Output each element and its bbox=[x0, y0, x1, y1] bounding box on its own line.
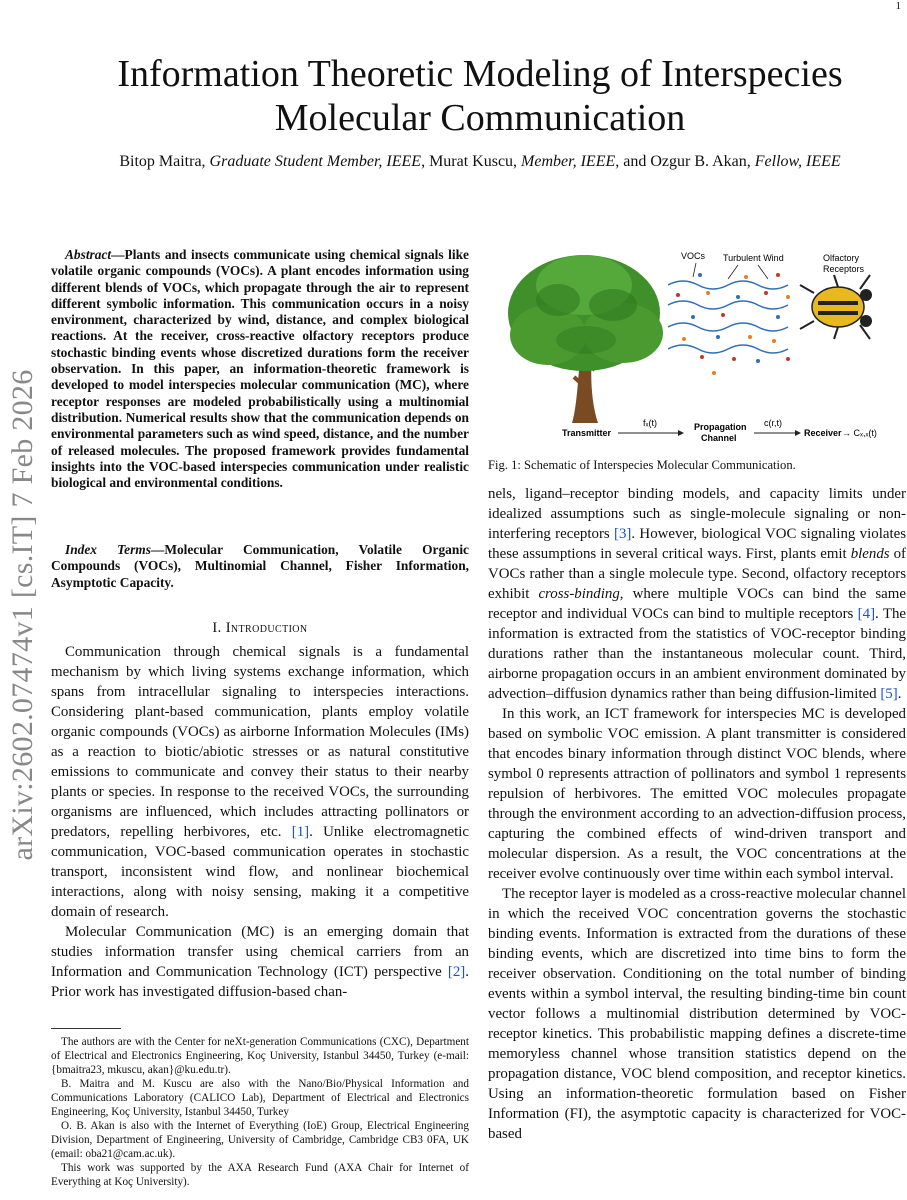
citation-2-link[interactable]: [2] bbox=[447, 964, 466, 980]
introduction-body bbox=[51, 642, 469, 1002]
right-paragraph-1: In this work, an ICT framework for interspecies MC is developed based on symbolic VOC emission. A plant transmitter is considered that encodes binary information through distinct VOC blends, where symbol 0 represents attraction of pollinators and symbol 1 represents repulsion of herbivores. The emitted VOC molecules propagate through the environment according to an advection-diffusion process, capturing the combined effects of wind-driven transport and molecular dispersion. As a result, the VOC concentrations at the receiver evolve continuously over time within each symbol interval. bbox=[488, 706, 906, 882]
right-p0-text-d: , where multiple VOCs can bind the same receptor and individual VOCs can bind to multiple receptors bbox=[488, 586, 906, 622]
author-1-name: Bitop Maitra, bbox=[119, 153, 210, 170]
citation-5-link[interactable]: [5] bbox=[880, 686, 898, 702]
insect-receiver-icon bbox=[800, 275, 872, 339]
label-output: → Cₓ,ₓ(t) bbox=[842, 428, 877, 438]
right-paragraph-0 bbox=[488, 484, 906, 704]
figure-1-diagram bbox=[488, 245, 906, 450]
right-column-body bbox=[488, 484, 906, 1144]
right-p0-text: nels, ligand–receptor binding models, and capacity limits under idealized assumptions such as single-molecule signaling or non-interfering receptors bbox=[488, 486, 906, 542]
citation-4-link[interactable]: [4] bbox=[857, 606, 876, 622]
label-receptors: Receptors bbox=[823, 264, 865, 274]
tree-transmitter-icon bbox=[508, 255, 663, 423]
index-terms bbox=[51, 542, 469, 591]
footnote-1: The authors are with the Center for neXt-generation Communications (CXC), Department of Electrical and Electronics Engineering, Koç University, Istanbul 34450, Turkey (e-mail: {bmaitra23, mkuscu, akan}@ku.edu.tr). bbox=[51, 1036, 469, 1076]
citation-1-link[interactable]: [1] bbox=[291, 824, 310, 840]
citation-3-link[interactable]: [3] bbox=[614, 526, 632, 542]
label-propagation: Propagation bbox=[694, 422, 747, 432]
author-2-name: , Murat Kuscu, bbox=[421, 153, 522, 170]
index-terms-text: —Molecular Communication, Volatile Organic Compounds (VOCs), Multinomial Channel, Fisher Information, Asymptotic Capacity. bbox=[51, 542, 469, 590]
section-title: Introduction bbox=[225, 620, 308, 636]
intro-paragraph-2 bbox=[51, 922, 469, 1002]
footnote-4: This work was supported by the AXA Research Fund (AXA Chair for Internet of Everything at Koç University). bbox=[51, 1162, 469, 1188]
right-p0-text-e: . The information is extracted from the statistics of VOC-receptor binding durations rather than the instantaneous molecular count. Third, airborne propagation occurs in an ambient environment dominated by advection–diffusion dynamics rather than being diffusion-limited bbox=[488, 606, 906, 702]
author-3-name: , and Ozgur B. Akan, bbox=[615, 153, 755, 170]
label-vocs: VOCs bbox=[681, 251, 706, 261]
arxiv-stamp bbox=[0, 335, 45, 895]
right-p0-emphasis-2: cross-binding bbox=[538, 586, 620, 602]
label-crt: c(r,t) bbox=[764, 418, 782, 428]
footnotes bbox=[51, 1035, 469, 1189]
paper-title: Information Theoretic Modeling of Interspecies Molecular Communication bbox=[117, 53, 843, 139]
figure-1-caption: Fig. 1: Schematic of Interspecies Molecular Communication. bbox=[488, 458, 796, 472]
intro-p2-text: Molecular Communication (MC) is an emerging domain that studies information transfer using chemical carriers from an Information and Communication Technology (ICT) perspective bbox=[51, 924, 469, 980]
label-transmitter: Transmitter bbox=[562, 428, 612, 438]
footnote-rule bbox=[51, 1028, 121, 1029]
page-number: 1 bbox=[895, 0, 901, 12]
right-paragraph-2: The receptor layer is modeled as a cross-reactive molecular channel in which the received VOC concentration governs the stochastic binding events. Information is extracted from the durations of these binding events, which are discretized into time bins to form the receiver observation. Conditioning on the total number of binding events within a symbol interval, the resulting binding-time bin count vector follows a multinomial distribution determined by VOC-receptor kinetics. This probabilistic mapping defines a discrete-time memoryless channel whose transition statistics depend on the propagation distance, VOC blend composition, and receptor kinetics. Using an information-theoretic formulation based on Fisher Information (FI), the asymptotic capacity is characterized for VOC-based bbox=[488, 886, 906, 1142]
footnote-2: B. Maitra and M. Kuscu are also with the Nano/Bio/Physical Information and Communications Laboratory (CALICO Lab), Department of Electrical and Electronics Engineering, Koç University, Istanbul 34450, Turkey bbox=[51, 1078, 469, 1118]
abstract-label: Abstract bbox=[65, 247, 112, 262]
figure-1 bbox=[488, 245, 906, 450]
section-number: I. bbox=[212, 620, 226, 636]
author-2-role: Member, IEEE bbox=[521, 153, 616, 170]
footnote-3: O. B. Akan is also with the Internet of Everything (IoE) Group, Electrical Engineering Division, Department of Engineering, University of Cambridge, Cambridge CB3 0FA, UK (email: oba21@cam.ac.uk). bbox=[51, 1120, 469, 1160]
right-p0-text-b: . However, biological VOC signaling violates these assumptions in several critical ways. First, plants emit bbox=[488, 526, 906, 562]
section-heading-introduction bbox=[51, 620, 469, 637]
label-fx: fₓ(t) bbox=[643, 418, 657, 428]
right-p0-text-f: . bbox=[897, 686, 902, 702]
label-olfactory: Olfactory bbox=[823, 253, 860, 263]
label-receiver: Receiver bbox=[804, 428, 842, 438]
intro-p1-text: Communication through chemical signals is a fundamental mechanism by which living systems exchange information, which spans from intracellular signaling to interspecies interactions. Considering plant-based communication, plants employ volatile organic compounds (VOCs) as airborne Information Molecules (IMs) as a reaction to biotic/abiotic stresses or as natural constitutive emissions to communicate and convey their status to their nearby plants or species. In response to the received VOCs, the surrounding organisms are influenced, which includes attracting pollinators or predators, repelling herbivores, etc. bbox=[51, 644, 469, 840]
label-channel: Channel bbox=[701, 433, 737, 443]
turbulent-wind-icon bbox=[668, 281, 788, 353]
intro-paragraph-1 bbox=[51, 642, 469, 922]
label-wind: Turbulent Wind bbox=[723, 253, 784, 263]
abstract bbox=[51, 247, 469, 491]
right-p0-emphasis: blends bbox=[850, 546, 890, 562]
intro-p2-text-b: . Prior work has investigated diffusion-based chan- bbox=[51, 964, 469, 1000]
arxiv-stamp-text: arXiv:2602.07474v1 [cs.IT] 7 Feb 2026 bbox=[5, 369, 39, 861]
author-1-role: Graduate Student Member, IEEE bbox=[209, 153, 422, 170]
author-3-role: Fellow, IEEE bbox=[754, 153, 841, 170]
index-terms-label: Index Terms bbox=[65, 542, 151, 557]
intro-p1-text-b: . Unlike electromagnetic communication, VOC-based communication operates in stochastic transport, inconsistent wind flow, and nonlinear biochemical interactions, along with noisy sensing, making it a competitive domain of research. bbox=[51, 824, 470, 920]
author-line bbox=[55, 153, 905, 171]
right-p0-text-c: of VOCs rather than a single molecule type. Second, olfactory receptors exhibit bbox=[488, 546, 906, 602]
abstract-text: —Plants and insects communicate using chemical signals like volatile organic compounds (VOCs). A plant encodes information using different blends of VOCs, which propagate through the air to represent different symbolic information. This communication occurs in a noisy environment, characterized by wind, distance, and complex biological reactions. At the receiver, cross-reactive olfactory receptors produce stochastic binding events whose discretized durations form the receiver observation. In this paper, an information-theoretic framework is developed to model interspecies molecular communication (MC), where receptor responses are modeled probabilistically using a multinomial distribution. Numerical results show that the communication depends on environmental parameters such as wind speed, distance, and the number of released molecules. The proposed framework provides fundamental insights into the VOC-based interspecies communication under realistic biological and environmental conditions. bbox=[51, 247, 469, 491]
